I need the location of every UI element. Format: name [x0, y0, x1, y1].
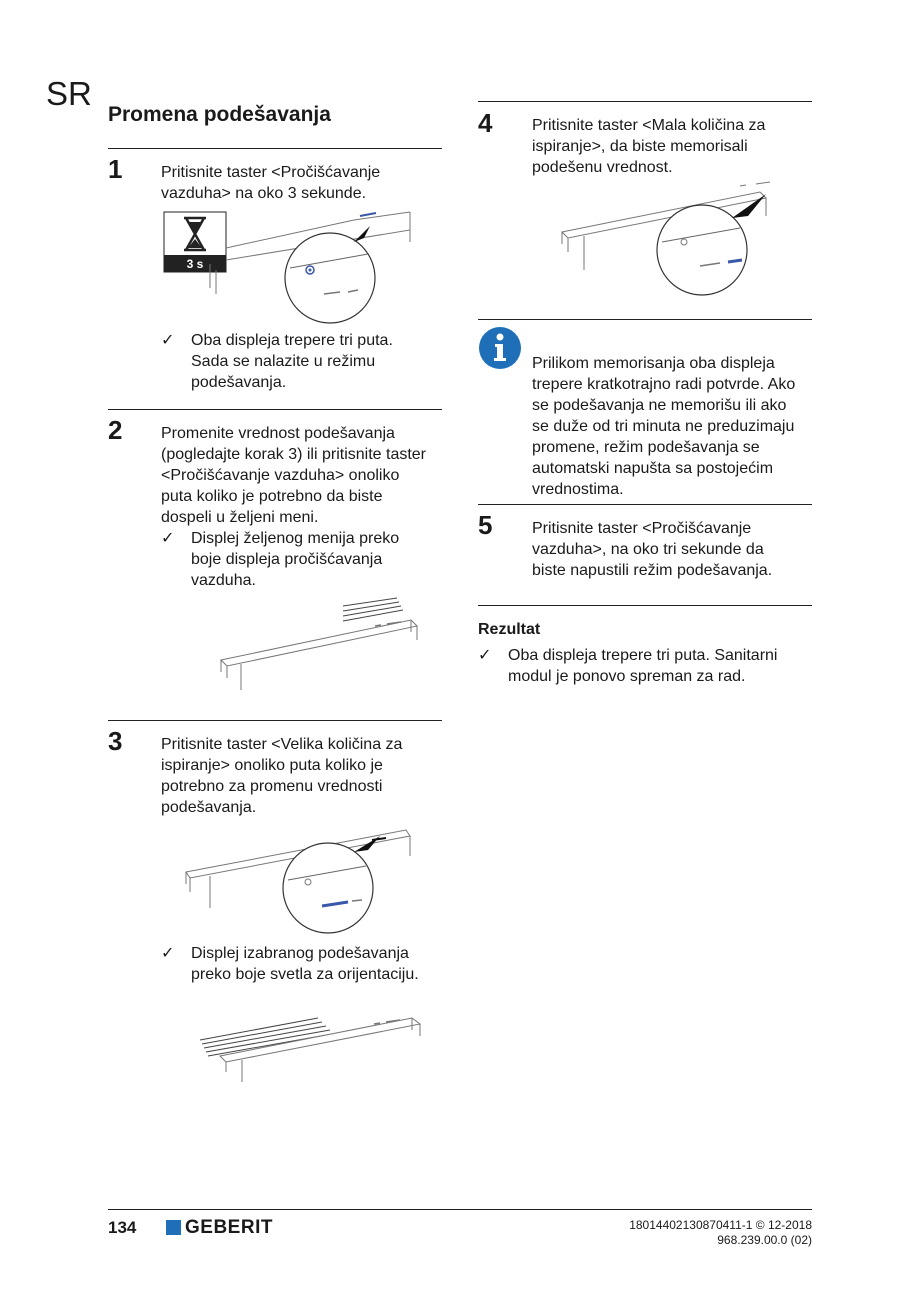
text-line: dospeli u željeni meni.	[161, 509, 319, 526]
step-2-result	[161, 528, 441, 594]
doc-id: 18014402130870411-1 © 12-2018	[629, 1218, 812, 1232]
step-5-number: 5	[478, 510, 493, 540]
page-title: Promena podešavanja	[108, 103, 331, 126]
step-1-result	[161, 330, 441, 396]
step-3-result-illustration	[198, 996, 428, 1086]
text-line: Pritisnite taster <Pročišćavanje	[161, 164, 381, 181]
step-1-text	[161, 162, 380, 204]
timer-label: 3 s	[186, 257, 204, 271]
text-line: biste napustili režim podešavanja.	[532, 562, 773, 579]
text-line: podešavanja.	[161, 799, 257, 816]
divider	[478, 101, 812, 102]
step-3-number: 3	[108, 726, 123, 756]
step-3-result	[161, 943, 446, 987]
text-line: puta koliko je potrebno da biste	[161, 488, 383, 505]
text-line: potrebno za promenu vrednosti	[161, 778, 383, 795]
doc-reference	[629, 1218, 812, 1248]
language-code: SR	[46, 75, 92, 112]
step-4-text	[532, 115, 765, 178]
text-line: se duže od tri minuta ne preduzimaju	[532, 418, 795, 435]
text-line: Prilikom memorisanja oba displeja	[532, 355, 775, 372]
check-icon: ✓	[161, 530, 175, 547]
step-1-illustration	[164, 208, 424, 323]
doc-ref: 968.239.00.0 (02)	[717, 1233, 812, 1247]
step-3-illustration	[182, 822, 422, 937]
text-line: se podešavanja ne memorišu ili ako	[532, 397, 787, 414]
page-number: 134	[108, 1218, 137, 1237]
step-2-illustration	[215, 596, 425, 691]
text-line: ispiranje> onoliko puta koliko je	[161, 757, 383, 774]
text-line: modul je ponovo spreman za rad.	[508, 668, 746, 685]
logo-text: GEBERIT	[185, 1217, 273, 1238]
text-line: automatski napušta sa postojećim	[532, 460, 774, 477]
check-icon: ✓	[161, 945, 175, 962]
text-line: Pritisnite taster <Velika količina za	[161, 736, 403, 753]
text-line: Displej izabranog podešavanja	[191, 945, 409, 962]
text-line: boje displeja pročišćavanja	[191, 551, 383, 568]
text-line: Pritisnite taster <Pročišćavanje	[532, 520, 752, 537]
logo-square-icon	[166, 1220, 181, 1235]
divider	[108, 720, 442, 721]
result-heading: Rezultat	[478, 621, 541, 638]
text-line: preko boje svetla za orijentaciju.	[191, 966, 419, 983]
step-4-number: 4	[478, 108, 493, 138]
text-line: vazduha>, na oko tri sekunde da	[532, 541, 764, 558]
text-line: ispiranje>, da biste memorisali	[532, 138, 748, 155]
step-1-number: 1	[108, 154, 123, 184]
text-line: Promenite vrednost podešavanja	[161, 425, 395, 442]
step-2-text	[161, 423, 426, 528]
text-line: trepere kratkotrajno radi potvrde. Ako	[532, 376, 796, 393]
divider	[478, 504, 812, 505]
step-4-illustration	[560, 180, 790, 300]
info-icon	[478, 326, 522, 370]
text-line: (pogledajte korak 3) ili pritisnite taster	[161, 446, 427, 463]
divider	[108, 409, 442, 410]
text-line: Pritisnite taster <Mala količina za	[532, 117, 766, 134]
footer-divider	[108, 1209, 812, 1210]
divider	[108, 148, 442, 149]
step-5-text	[532, 518, 772, 581]
text-line: Displej željenog menija preko	[191, 530, 400, 547]
step-3-text	[161, 734, 402, 818]
text-line: promene, režim podešavanja se	[532, 439, 760, 456]
text-line: <Pročišćavanje vazduha> onoliko	[161, 467, 400, 484]
text-line: Oba displeja trepere tri puta. Sanitarni	[508, 647, 778, 664]
text-line: podešavanja.	[191, 374, 287, 391]
text-line: Sada se nalazite u režimu	[191, 353, 376, 370]
check-icon: ✓	[161, 332, 175, 349]
text-line: podešenu vrednost.	[532, 159, 673, 176]
divider	[478, 605, 812, 606]
text-line: vazduha> na oko 3 sekunde.	[161, 185, 367, 202]
text-line: vazduha.	[191, 572, 256, 589]
text-line: Oba displeja trepere tri puta.	[191, 332, 393, 349]
divider	[478, 319, 812, 320]
info-text	[532, 353, 795, 500]
check-icon: ✓	[478, 647, 492, 664]
step-2-number: 2	[108, 415, 123, 445]
final-result	[478, 645, 812, 689]
text-line: vrednostima.	[532, 481, 624, 498]
